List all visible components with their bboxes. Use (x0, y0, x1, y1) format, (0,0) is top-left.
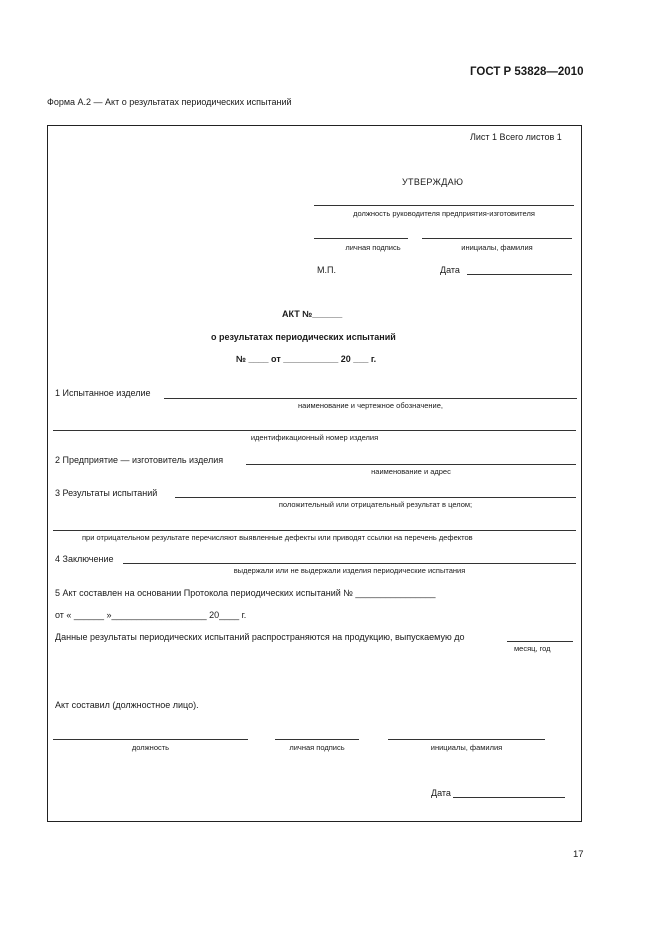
extension-date-line[interactable] (507, 641, 573, 642)
approver-position-line[interactable] (314, 205, 574, 206)
compiler-name-caption: инициалы, фамилия (430, 743, 503, 752)
item4-caption: выдержали или не выдержали изделия периодические испытания (233, 566, 466, 575)
item4-input-line[interactable] (123, 563, 576, 564)
compiler-position-caption: должность (131, 743, 170, 752)
compiler-name-line[interactable] (388, 739, 545, 740)
item5-date: от « ______ »___________________ 20____ г. (55, 610, 247, 620)
item2-caption: наименование и адрес (371, 467, 451, 476)
item4-label: 4 Заключение (55, 554, 114, 564)
compiler-signature-line[interactable] (275, 739, 359, 740)
item1-input-line[interactable] (164, 398, 577, 399)
approver-position-caption: должность руководителя предприятия-изготовителя (353, 209, 535, 218)
item3b-input-line[interactable] (53, 530, 576, 531)
compiler-signature-caption: личная подпись (289, 743, 345, 752)
compiler-label: Акт составил (должностное лицо). (55, 700, 199, 710)
act-title: АКТ №______ (282, 309, 343, 319)
approve-date-label: Дата (440, 265, 460, 275)
compiler-date-label: Дата (431, 788, 451, 798)
standard-number: ГОСТ Р 53828—2010 (470, 66, 584, 78)
compiler-date-line[interactable] (453, 797, 565, 798)
approver-name-line[interactable] (422, 238, 572, 239)
item1-caption: наименование и чертежное обозначение, (298, 401, 443, 410)
compiler-position-line[interactable] (53, 739, 248, 740)
approver-signature-caption: личная подпись (345, 243, 401, 252)
approve-date-line[interactable] (467, 274, 572, 275)
page-number: 17 (573, 849, 584, 860)
approver-signature-line[interactable] (314, 238, 408, 239)
extension-caption: месяц, год (514, 644, 551, 653)
stamp-label: М.П. (317, 265, 336, 275)
item1-label: 1 Испытанное изделие (55, 388, 151, 398)
sheet-info: Лист 1 Всего листов 1 (470, 132, 562, 142)
item5-text: 5 Акт составлен на основании Протокола периодических испытаний № ________________ (55, 588, 436, 598)
item3b-caption: при отрицательном результате перечисляют выявленные дефекты или приводят ссылки на перечень дефектов (82, 533, 473, 542)
approve-title: УТВЕРЖДАЮ (402, 177, 464, 187)
form-caption: Форма А.2 — Акт о результатах периодических испытаний (47, 97, 292, 107)
item2-input-line[interactable] (246, 464, 576, 465)
extension-text: Данные результаты периодических испытаний распространяются на продукцию, выпускаемую до (55, 632, 465, 642)
item1b-input-line[interactable] (53, 430, 576, 431)
act-subtitle: о результатах периодических испытаний (211, 332, 396, 342)
item1b-caption: идентификационный номер изделия (250, 433, 379, 442)
item3-input-line[interactable] (175, 497, 576, 498)
item2-label: 2 Предприятие — изготовитель изделия (55, 455, 224, 465)
item3-label: 3 Результаты испытаний (55, 488, 158, 498)
act-number-line: № ____ от ___________ 20 ___ г. (236, 354, 377, 364)
approver-name-caption: инициалы, фамилия (461, 243, 533, 252)
item3-caption: положительный или отрицательный результат в целом; (278, 500, 473, 509)
